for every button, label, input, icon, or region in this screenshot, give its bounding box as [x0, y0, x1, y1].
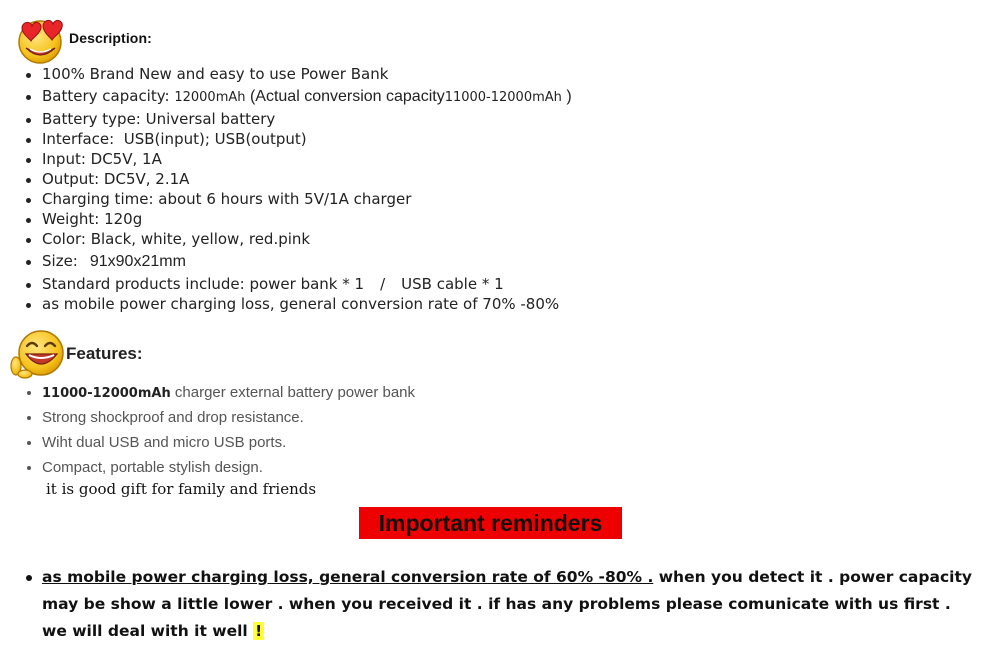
list-item: [22, 189, 572, 209]
item-text: Interface: USB(input); USB(output): [42, 130, 307, 148]
capacity-label: Battery capacity:: [42, 87, 175, 105]
exclamation-highlight: !: [255, 622, 263, 640]
features-header: [10, 328, 310, 380]
list-item: [22, 209, 572, 229]
list-item: [22, 64, 572, 84]
important-reminders-banner: [359, 507, 622, 539]
reminder-list: [22, 564, 972, 645]
list-item: [22, 274, 572, 294]
heart-eyes-smiley-icon: [14, 14, 70, 66]
list-item: [22, 430, 415, 455]
item-text: Strong shockproof and drop resistance.: [42, 409, 304, 426]
gift-line: it is good gift for family and friends: [46, 480, 317, 498]
reminder-item: [22, 564, 972, 645]
list-item: [22, 455, 415, 480]
description-header: [14, 14, 314, 66]
conversion-rate-note: as mobile power charging loss, general conversion rate of 60% -80% .: [42, 568, 654, 586]
item-text: charger external battery power bank: [170, 384, 416, 401]
important-reminders-title: Important reminders: [378, 510, 603, 536]
separator-slash: /: [380, 275, 386, 293]
list-item: [22, 249, 572, 274]
item-text: Compact, portable stylish design.: [42, 459, 263, 476]
description-title: Description:: [69, 30, 152, 46]
laughing-smiley-icon: [10, 328, 68, 380]
list-item: [22, 405, 415, 430]
capacity-note-value: 11000-12000mAh: [444, 90, 562, 105]
capacity-note-close: ): [561, 88, 572, 105]
list-item: [22, 229, 572, 249]
capacity-lead: 11000-12000mAh: [42, 386, 171, 401]
standard-products-part1: Standard products include: power bank * 1: [42, 275, 365, 293]
list-item: [22, 84, 572, 109]
item-text: Weight: 120g: [42, 210, 143, 228]
list-item: [22, 380, 415, 405]
list-item: [22, 169, 572, 189]
capacity-note: (Actual conversion capacity: [245, 88, 445, 105]
features-title: Features:: [66, 344, 143, 363]
reminder-body: when you detect it . power capacity may be show a little lower . when you received it . if has any problems please comunicate with us first . we will deal with it well: [42, 568, 972, 640]
item-text: 100% Brand New and easy to use Power Bank: [42, 65, 389, 83]
size-value: 91x90x21mm: [89, 253, 186, 270]
description-list: [22, 64, 572, 314]
item-text: Battery type: Universal battery: [42, 110, 276, 128]
item-text: Output: DC5V, 2.1A: [42, 170, 190, 188]
size-label: Size:: [42, 252, 78, 270]
list-item: [22, 109, 572, 129]
item-text: Charging time: about 6 hours with 5V/1A charger: [42, 190, 412, 208]
item-text: Input: DC5V, 1A: [42, 150, 162, 168]
list-item: [22, 149, 572, 169]
list-item: [22, 294, 572, 314]
features-list: [22, 380, 415, 480]
item-text: Color: Black, white, yellow, red.pink: [42, 230, 311, 248]
item-text: Wiht dual USB and micro USB ports.: [42, 434, 287, 451]
capacity-value: 12000mAh: [174, 90, 246, 105]
item-text: as mobile power charging loss, general conversion rate of 70% -80%: [42, 295, 560, 313]
standard-products-part2: USB cable * 1: [401, 275, 504, 293]
list-item: [22, 129, 572, 149]
